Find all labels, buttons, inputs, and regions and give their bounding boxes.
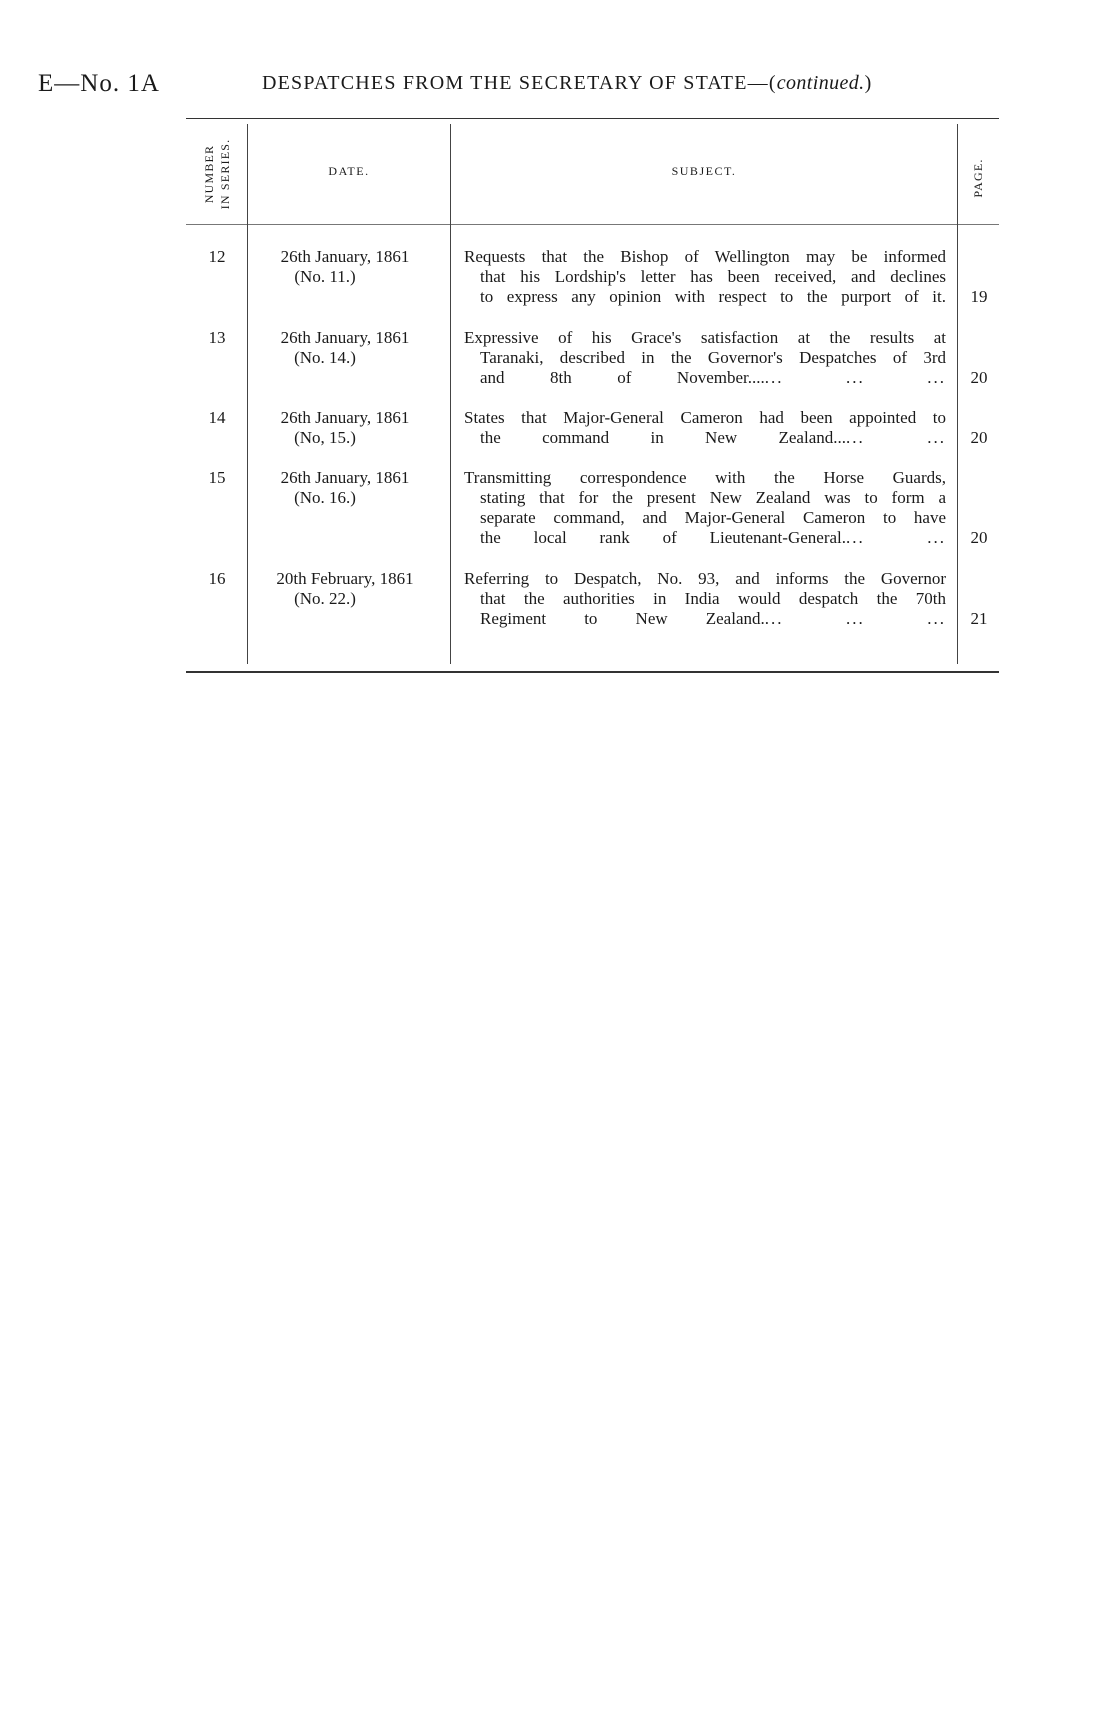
- title-end: ): [864, 72, 873, 94]
- row-subject: [464, 247, 946, 307]
- row-subject: [464, 328, 946, 388]
- row-despatch-no: (No. 14.): [294, 348, 356, 367]
- subject-line: separate command, and Major-General Cameron to have: [480, 508, 946, 527]
- table-bottom-rule: [186, 671, 999, 673]
- dot-leaders: ... ...: [846, 528, 946, 547]
- subject-line-last: [464, 609, 946, 629]
- row-subject: [464, 468, 946, 548]
- row-despatch-no: (No. 16.): [294, 488, 356, 507]
- subject-line: Regiment to New Zealand.: [480, 609, 765, 628]
- header-number-line1: NUMBER: [202, 144, 216, 204]
- subject-line: and 8th of November....: [480, 368, 765, 387]
- subject-line: that his Lordship's letter has been received, and declines: [480, 267, 946, 286]
- subject-line: that the authorities in India would despatch the 70th: [480, 589, 946, 608]
- row-number: 15: [208, 468, 226, 487]
- dot-leaders: ... ...: [846, 428, 946, 447]
- col-divider-3: [957, 124, 958, 664]
- title-main: DESPATCHES FROM THE SECRETARY OF STATE—(: [262, 72, 777, 94]
- subject-line: Transmitting correspondence with the Horse Guards,: [464, 468, 946, 487]
- subject-line: the local rank of Lieutenant-General.: [480, 528, 846, 547]
- dot-leaders: ... ... ...: [764, 609, 946, 628]
- row-despatch-no: (No. 11.): [294, 267, 356, 286]
- subject-line: Expressive of his Grace's satisfaction at the results at: [464, 328, 946, 347]
- page-ref: E—No. 1A: [38, 70, 160, 97]
- row-date: [245, 328, 445, 368]
- dot-leaders: ... ... ...: [764, 368, 946, 387]
- subject-line: Requests that the Bishop of Wellington may be informed: [464, 247, 946, 266]
- row-date: [245, 247, 445, 287]
- row-subject: [464, 569, 946, 629]
- row-page: 19: [970, 287, 988, 306]
- row-date-text: 26th January, 1861: [280, 328, 410, 347]
- col-divider-2: [450, 124, 451, 664]
- title-italic: continued.: [776, 72, 865, 94]
- subject-line: the command in New Zealand...: [480, 428, 846, 447]
- row-date-text: 20th February, 1861: [276, 569, 414, 588]
- subject-line-last: [464, 428, 946, 448]
- subject-line-last: [464, 528, 946, 548]
- row-number: 13: [208, 328, 226, 347]
- row-number: 16: [208, 569, 226, 588]
- row-subject: [464, 408, 946, 448]
- subject-line: States that Major-General Cameron had been appointed to: [464, 408, 946, 427]
- running-title: [262, 72, 872, 95]
- row-page: 21: [970, 609, 988, 628]
- table-top-rule: [186, 118, 999, 119]
- header-number-in-series: [201, 124, 233, 224]
- header-subject: SUBJECT.: [671, 164, 737, 178]
- subject-line: stating that for the present New Zealand was to form a: [480, 488, 946, 507]
- row-page: 20: [970, 428, 988, 447]
- subject-line: Taranaki, described in the Governor's Despatches of 3rd: [480, 348, 946, 367]
- row-page: 20: [970, 528, 988, 547]
- header-date: DATE.: [328, 164, 370, 178]
- row-date: [245, 408, 445, 448]
- subject-line-last: [464, 368, 946, 388]
- row-date: [245, 569, 445, 609]
- row-despatch-no: (No. 22.): [294, 589, 356, 608]
- row-date: [245, 468, 445, 508]
- header-bottom-rule: [186, 224, 999, 225]
- header-page: PAGE.: [971, 158, 985, 198]
- row-number: 14: [208, 408, 226, 427]
- row-date-text: 26th January, 1861: [280, 408, 410, 427]
- subject-line: Referring to Despatch, No. 93, and informs the Governor: [464, 569, 946, 588]
- subject-line: to express any opinion with respect to the purport of it.: [480, 287, 946, 306]
- header-number-line2: IN SERIES.: [218, 138, 232, 210]
- row-page: 20: [970, 368, 988, 387]
- row-number: 12: [208, 247, 226, 266]
- row-date-text: 26th January, 1861: [280, 468, 410, 487]
- row-despatch-no: (No, 15.): [294, 428, 356, 447]
- row-date-text: 26th January, 1861: [280, 247, 410, 266]
